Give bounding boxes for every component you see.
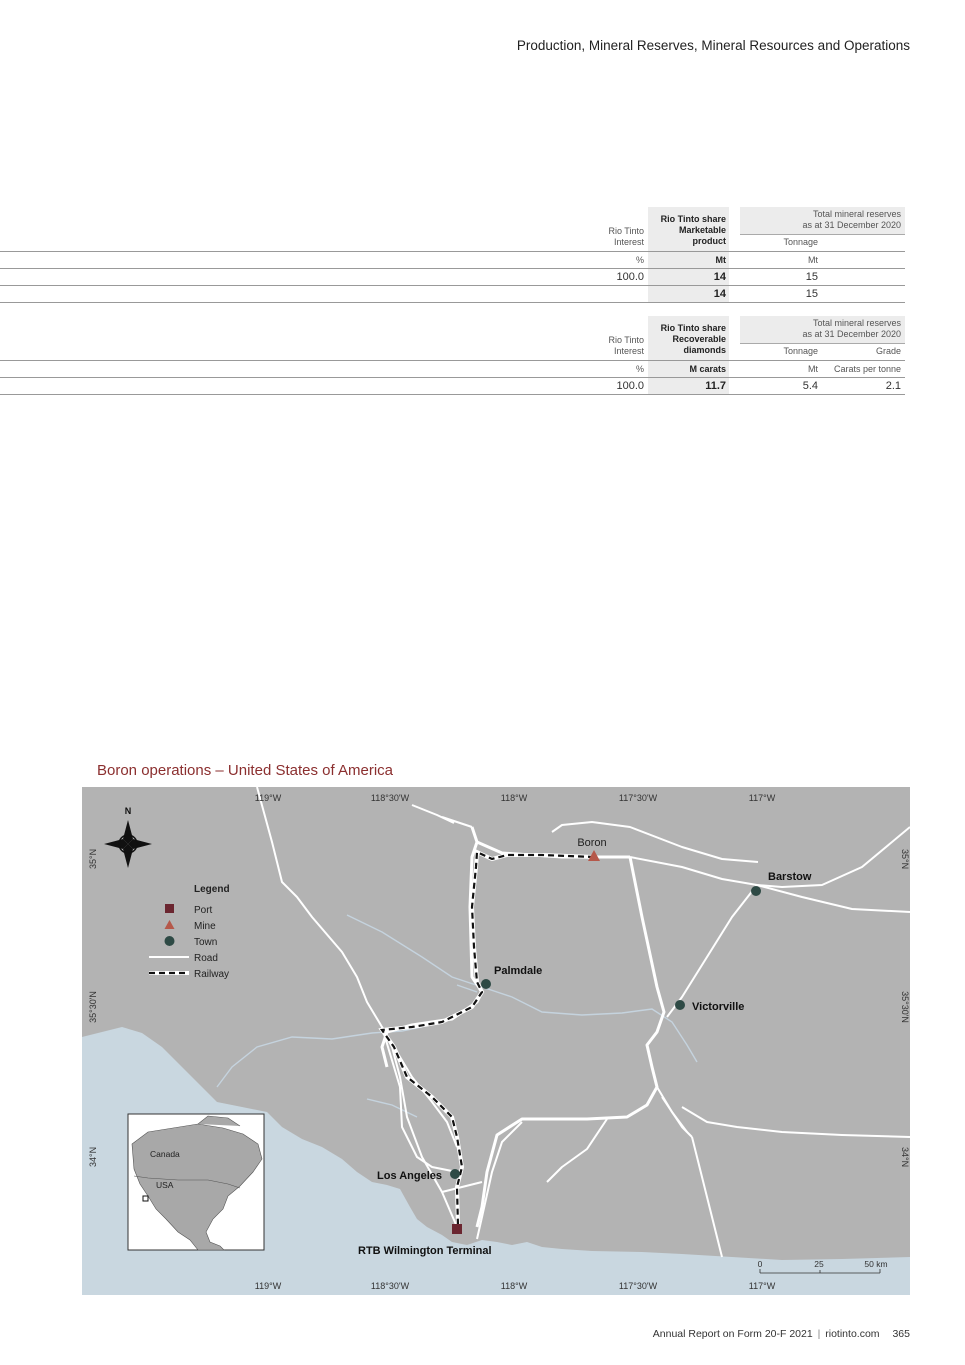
lat-label-left: 35°N bbox=[88, 848, 98, 870]
victorville-town-icon bbox=[675, 1000, 685, 1010]
unit-grade: Carats per tonne bbox=[833, 364, 901, 374]
col-share-line2: Recoverable bbox=[672, 334, 726, 344]
page-footer bbox=[651, 1328, 910, 1340]
lat-label-right: 34°N bbox=[900, 1146, 910, 1168]
scale-label-25: 25 bbox=[814, 1259, 824, 1269]
legend-road-label: Road bbox=[194, 953, 218, 964]
footer-separator: | bbox=[817, 1328, 821, 1340]
reserves-subheader-line bbox=[740, 234, 905, 235]
col-share-label bbox=[648, 323, 726, 356]
col-reserves-line1: Total mineral reserves bbox=[812, 209, 901, 219]
lon-label-bottom: 117°W bbox=[748, 1281, 776, 1291]
footer-report-title: Annual Report on Form 20-F 2021 bbox=[652, 1328, 813, 1340]
scale-label-50: 50 km bbox=[864, 1259, 888, 1269]
total-share: 14 bbox=[713, 288, 726, 300]
barstow-label: Barstow bbox=[768, 871, 812, 883]
col-share-line3: diamonds bbox=[683, 345, 726, 355]
lon-label-top: 119°W bbox=[254, 793, 282, 803]
lon-label-bottom: 119°W bbox=[254, 1281, 282, 1291]
col-interest-label-line2: Interest bbox=[613, 346, 644, 356]
unit-tonnage: Mt bbox=[808, 255, 818, 265]
page-header-title: Production, Mineral Reserves, Mineral Resources and Operations bbox=[516, 38, 910, 53]
boron-operations-map bbox=[82, 787, 910, 1295]
north-label: N bbox=[124, 806, 132, 816]
row-tonnage: 15 bbox=[805, 271, 818, 283]
wilmington-label: RTB Wilmington Terminal bbox=[358, 1245, 492, 1257]
legend-title: Legend bbox=[194, 884, 230, 895]
col-reserves-line1: Total mineral reserves bbox=[812, 318, 901, 328]
lon-label-top: 117°W bbox=[748, 793, 776, 803]
col-interest-label bbox=[560, 335, 644, 357]
row-divider bbox=[0, 268, 905, 269]
lon-label-bottom: 118°30'W bbox=[370, 1281, 410, 1291]
col-share-label bbox=[648, 214, 726, 247]
palmdale-town-icon bbox=[481, 979, 491, 989]
victorville-label: Victorville bbox=[692, 1001, 745, 1013]
lon-label-bottom: 118°W bbox=[500, 1281, 528, 1291]
table-bottom-line bbox=[0, 394, 905, 395]
col-reserves-label bbox=[740, 209, 901, 231]
table-bottom-line bbox=[0, 302, 905, 303]
map-title: Boron operations – United States of America bbox=[97, 762, 394, 779]
unit-interest: % bbox=[635, 364, 644, 374]
header-divider bbox=[0, 251, 905, 252]
unit-share: M carats bbox=[689, 364, 726, 374]
inset-usa-label: USA bbox=[156, 1180, 174, 1190]
col-interest-label-line2: Interest bbox=[613, 237, 644, 247]
lat-label-left: 34°N bbox=[88, 1146, 98, 1168]
palmdale-label: Palmdale bbox=[494, 965, 543, 977]
footer-website-link[interactable]: riotinto.com bbox=[825, 1328, 880, 1340]
total-tonnage: 15 bbox=[805, 288, 818, 300]
lat-label-right: 35°N bbox=[900, 848, 910, 870]
col-reserves-line2: as at 31 December 2020 bbox=[802, 220, 901, 230]
los-angeles-town-icon bbox=[450, 1169, 460, 1179]
legend-mine-label: Mine bbox=[194, 921, 216, 932]
unit-interest: % bbox=[635, 255, 644, 265]
col-tonnage-label: Tonnage bbox=[783, 346, 818, 356]
row-interest: 100.0 bbox=[616, 271, 644, 283]
row-share: 11.7 bbox=[705, 380, 726, 392]
lat-label-left: 35°30'N bbox=[88, 991, 98, 1023]
row-tonnage: 5.4 bbox=[802, 380, 818, 392]
col-grade-label: Grade bbox=[875, 346, 901, 356]
inset-canada-label: Canada bbox=[150, 1149, 180, 1159]
row-grade: 2.1 bbox=[885, 380, 901, 392]
row-share: 14 bbox=[713, 271, 726, 283]
row-interest: 100.0 bbox=[616, 380, 644, 392]
footer-page-number: 365 bbox=[892, 1328, 910, 1340]
col-interest-label bbox=[560, 226, 644, 248]
col-reserves-line2: as at 31 December 2020 bbox=[802, 329, 901, 339]
col-tonnage-label: Tonnage bbox=[783, 237, 818, 247]
reserves-subheader-line bbox=[740, 343, 905, 344]
col-reserves-label bbox=[740, 318, 901, 340]
legend-railway-label: Railway bbox=[194, 969, 230, 980]
lon-label-top: 118°W bbox=[500, 793, 528, 803]
col-share-line1: Rio Tinto share bbox=[660, 214, 726, 224]
barstow-town-icon bbox=[751, 886, 761, 896]
inset-locator-map bbox=[128, 1114, 264, 1250]
lat-label-right: 35°30'N bbox=[900, 991, 910, 1023]
lon-label-top: 117°30'W bbox=[618, 793, 658, 803]
col-interest-label-line1: Rio Tinto bbox=[608, 335, 644, 345]
los-angeles-label: Los Angeles bbox=[377, 1170, 442, 1182]
col-interest-label-line1: Rio Tinto bbox=[608, 226, 644, 236]
row-divider bbox=[0, 285, 905, 286]
row-divider bbox=[0, 377, 905, 378]
wilmington-port-icon bbox=[452, 1224, 462, 1234]
scale-label-0: 0 bbox=[757, 1259, 763, 1269]
legend-town-icon bbox=[165, 936, 175, 946]
header-divider bbox=[0, 360, 905, 361]
legend-port-icon bbox=[165, 904, 174, 913]
unit-tonnage: Mt bbox=[808, 364, 818, 374]
col-share-line1: Rio Tinto share bbox=[660, 323, 726, 333]
col-share-line2: Marketable bbox=[678, 225, 726, 235]
col-share-line3: product bbox=[692, 236, 726, 246]
unit-share: Mt bbox=[715, 255, 726, 265]
legend-town-label: Town bbox=[194, 937, 218, 948]
lon-label-bottom: 117°30'W bbox=[618, 1281, 658, 1291]
boron-label: Boron bbox=[577, 837, 607, 849]
legend-port-label: Port bbox=[194, 905, 213, 916]
lon-label-top: 118°30'W bbox=[370, 793, 410, 803]
